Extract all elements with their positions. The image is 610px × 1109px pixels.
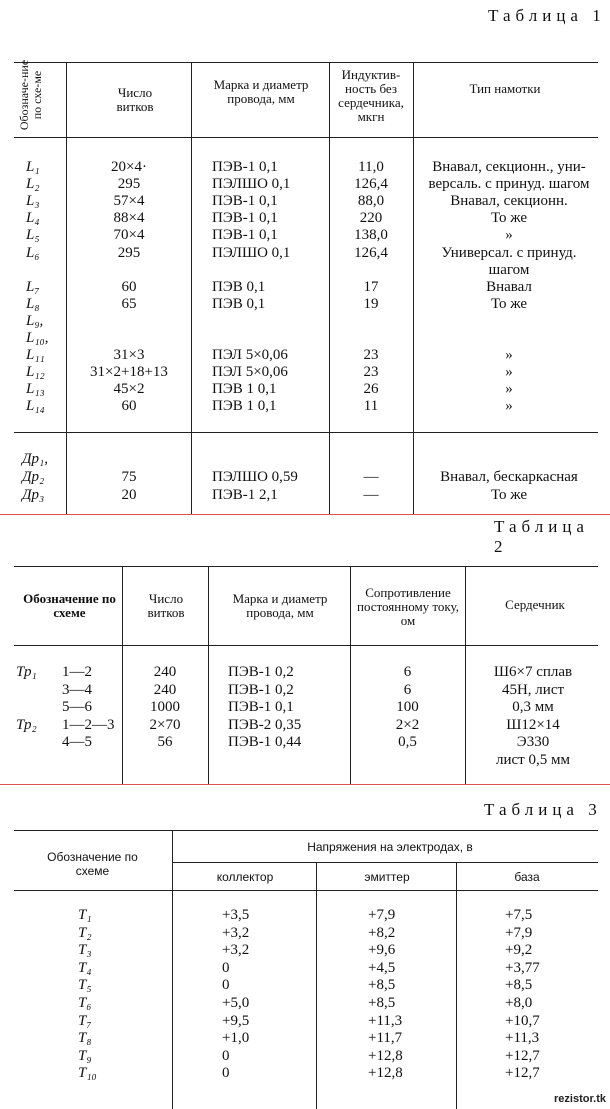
t3-row-designation: T₁: [78, 907, 92, 923]
t1-choke-inductance: —: [363, 487, 379, 503]
t2-row-designation: Тр₂: [16, 716, 37, 733]
t1-row-wire: ПЭВ 0,1: [212, 295, 266, 312]
t1-row-designation: L₁₀,: [26, 330, 49, 346]
t3-row-emitter: +12,8: [368, 1047, 403, 1064]
t3-col3: [456, 862, 457, 1109]
t1-row-winding: »: [505, 398, 513, 415]
t1-row-inductance: 88,0: [357, 193, 385, 210]
t2-row-wire: ПЭВ-2 0,35: [228, 716, 302, 733]
t3-row-base: +9,2: [505, 942, 533, 959]
t1-row-wire: ПЭЛ 5×0,06: [212, 347, 288, 364]
t2-row-pins: 1—2: [62, 664, 92, 680]
t2-header-core: Сердечник: [505, 597, 565, 612]
t3-row-base: +10,7: [505, 1012, 540, 1029]
t2-header-designation: Обозначение по схеме: [23, 591, 116, 620]
t3-row-emitter: +8,2: [368, 924, 396, 941]
t2-row-resistance: 2×2: [395, 716, 420, 733]
t1-choke-wire: ПЭЛШО 0,59: [212, 469, 298, 485]
t1-row-designation: L₅: [26, 227, 40, 244]
t1-row-inductance: 23: [363, 347, 379, 364]
t2-row-turns: 1000: [150, 699, 180, 715]
t2-row-core: лист 0,5 мм: [496, 751, 570, 768]
table2-title: Таблица 2: [494, 517, 589, 556]
t1-row-designation: L₁₂: [26, 364, 45, 381]
t3-row-emitter: +9,6: [368, 942, 396, 959]
t1-row-wire: ПЭЛШО 0,1: [212, 244, 291, 261]
t1-row-inductance: 126,4: [354, 244, 388, 261]
t3-row-collector: +3,5: [222, 907, 250, 923]
t1-header-rule: [14, 137, 598, 138]
t3-subheader-rule: [172, 862, 598, 863]
t3-row-designation: T₄: [78, 959, 92, 976]
t3-row-base: +8,0: [505, 995, 533, 1011]
t2-row-wire: ПЭВ-1 0,2: [228, 664, 294, 680]
t3-row-designation: T₅: [78, 977, 92, 994]
t2-col4: [465, 566, 466, 784]
t3-row-collector: +9,5: [222, 1012, 250, 1029]
t3-row-emitter: +8,5: [368, 995, 396, 1011]
t1-row-turns: 70×4: [113, 227, 145, 244]
t3-row-collector: +1,0: [222, 1030, 250, 1047]
t2-col1: [122, 566, 123, 784]
t1-col1: [66, 62, 67, 514]
t1-choke-inductance: —: [363, 469, 379, 485]
t1-top-rule: [14, 62, 598, 63]
t3-row-base: +12,7: [505, 1047, 540, 1064]
t1-row-inductance: 17: [363, 278, 379, 295]
t3-row-collector: 0: [222, 1065, 230, 1082]
t1-row-designation: L₈: [26, 295, 40, 312]
t1-row-wire: ПЭВ-1 0,1: [212, 193, 278, 210]
t1-row-turns: 45×2: [113, 381, 145, 398]
t1-row-inductance: 23: [363, 364, 379, 381]
t1-row-inductance: 26: [363, 381, 379, 398]
t1-row-winding: »: [505, 347, 513, 364]
t2-row-wire: ПЭВ-1 0,1: [228, 699, 294, 715]
t3-row-base: +8,5: [505, 977, 533, 994]
t3-header-voltage: Напряжения на электродах, в: [307, 840, 473, 854]
watermark: rezistor.tk: [554, 1093, 606, 1105]
t3-row-base: +11,3: [505, 1030, 540, 1047]
t1-header-inductance: Индуктив-ность без сердечника, мкгн: [338, 67, 404, 124]
t1-row-turns: 295: [117, 176, 141, 193]
t3-row-emitter: +12,8: [368, 1065, 403, 1082]
t1-row-inductance: 138,0: [354, 227, 388, 244]
t1-row-inductance: 220: [359, 210, 383, 227]
t1-row-turns: 295: [117, 244, 141, 261]
t3-row-designation: T₉: [78, 1047, 92, 1064]
t3-row-emitter: +8,5: [368, 977, 396, 994]
t3-top-rule: [14, 830, 598, 831]
t1-row-winding: То же: [490, 295, 528, 312]
t2-row-pins: 1—2—3: [62, 716, 115, 733]
t1-row-turns: 88×4: [113, 210, 145, 227]
t1-row-winding: »: [505, 364, 513, 381]
t1-row-inductance: 11,0: [358, 159, 384, 175]
t3-row-collector: 0: [222, 959, 230, 976]
t2-row-pins: 5—6: [62, 699, 92, 715]
t3-row-collector: +3,2: [222, 942, 250, 959]
t1-row-turns: 65: [121, 295, 137, 312]
t3-header-rule: [14, 890, 598, 891]
t1-row-turns: 20×4·: [111, 159, 147, 175]
t3-row-collector: +3,2: [222, 924, 250, 941]
t1-row-winding: Внавал, секционн., уни-: [432, 159, 586, 175]
t1-row-designation: L₇: [26, 278, 40, 295]
t1-row-turns: 31×3: [113, 347, 145, 364]
t1-header-wire-text: Марка и диаметр провода, мм: [213, 77, 309, 106]
t1-choke-turns: 75: [121, 469, 137, 485]
t1-row-wire: ПЭВ 1 0,1: [212, 398, 277, 415]
t1-row-winding: Универсал. с принуд.: [441, 244, 577, 261]
t2-header-wire: Марка и диаметр провода, мм: [232, 591, 328, 620]
t3-row-collector: +5,0: [222, 995, 250, 1011]
t3-header-base: база: [514, 870, 540, 884]
t3-col1: [172, 830, 173, 1109]
t3-row-designation: T₃: [78, 942, 92, 959]
t1-col4: [413, 62, 414, 514]
t1-header-turns: Число витков: [116, 85, 154, 114]
t2-header-resistance: Сопротивление постоянному току, ом: [356, 585, 460, 628]
t3-col2: [316, 862, 317, 1109]
t3-row-base: +7,9: [505, 924, 533, 941]
t2-row-pins: 4—5: [62, 734, 92, 750]
t2-row-wire: ПЭВ-1 0,2: [228, 681, 294, 698]
t1-choke-designation: Др₂: [22, 469, 45, 485]
t2-row-resistance: 6: [403, 664, 412, 680]
t1-row-designation: L₃: [26, 193, 40, 210]
t2-top-rule: [14, 566, 598, 567]
t2-row-core: 0,3 мм: [512, 699, 554, 715]
t1-row-inductance: 126,4: [354, 176, 388, 193]
red-divider-1: [0, 514, 610, 515]
t2-row-core: 45Н, лист: [501, 681, 565, 698]
t2-header-rule: [14, 645, 598, 646]
t3-row-base: +3,77: [505, 959, 540, 976]
t2-row-resistance: 0,5: [398, 734, 417, 750]
t3-row-base: +12,7: [505, 1065, 540, 1082]
t2-row-wire: ПЭВ-1 0,44: [228, 734, 302, 750]
t2-row-designation: Тр₁: [16, 664, 37, 680]
t1-row-wire: ПЭВ-1 0,1: [212, 159, 278, 175]
t1-group-rule: [14, 432, 598, 433]
t3-row-designation: T₁₀: [78, 1065, 97, 1082]
t1-row-designation: L₆: [26, 244, 40, 261]
t2-row-turns: 56: [157, 734, 173, 750]
table1-title: Таблица 1: [488, 6, 606, 25]
t1-row-inductance: 11: [363, 398, 379, 415]
t1-row-inductance: 19: [363, 295, 379, 312]
t2-row-turns: 2×70: [149, 716, 181, 733]
t1-row-wire: ПЭВ-1 0,1: [212, 210, 278, 227]
t3-row-designation: T₆: [78, 995, 92, 1011]
t2-row-core: Ш6×7 сплав: [493, 664, 573, 680]
t2-row-core: Э330: [516, 734, 550, 750]
t1-choke-wire: ПЭВ-1 2,1: [212, 487, 278, 503]
t3-row-designation: T₂: [78, 924, 92, 941]
t2-row-pins: 3—4: [62, 681, 92, 698]
table3-title: Таблица 3: [484, 800, 602, 819]
t1-row-turns: 60: [121, 278, 137, 295]
t1-choke-designation: Др₁,: [22, 451, 49, 467]
t1-row-designation: L₉,: [26, 312, 44, 329]
t3-row-designation: T₈: [78, 1030, 92, 1047]
t3-row-emitter: +11,7: [368, 1030, 403, 1047]
t1-choke-winding: То же: [490, 487, 528, 503]
t3-row-emitter: +7,9: [368, 907, 396, 923]
t1-row-designation: L₁₁: [26, 347, 45, 364]
t1-choke-winding: Внавал, бескаркасная: [440, 469, 578, 485]
red-divider-2: [0, 784, 610, 785]
t2-row-turns: 240: [153, 664, 177, 680]
t3-header-designation: Обозначение по схеме: [47, 850, 138, 878]
t1-row-wire: ПЭЛШО 0,1: [212, 176, 291, 193]
t3-row-emitter: +4,5: [368, 959, 396, 976]
t1-row-winding: »: [505, 227, 513, 244]
t1-row-winding: шагом: [488, 261, 530, 278]
t1-row-designation: L₂: [26, 176, 40, 193]
t3-row-collector: 0: [222, 1047, 230, 1064]
t1-row-winding: Внавал, секционн.: [450, 193, 568, 210]
t2-header-turns: Число витков: [147, 591, 185, 620]
t2-col2: [208, 566, 209, 784]
t1-header-winding: Тип намотки: [469, 81, 541, 96]
t2-row-turns: 240: [153, 681, 177, 698]
t3-row-base: +7,5: [505, 907, 533, 923]
t3-header-emitter: эмиттер: [364, 870, 410, 884]
t1-row-wire: ПЭЛ 5×0,06: [212, 364, 288, 381]
t3-row-emitter: +11,3: [368, 1012, 403, 1029]
t1-header-wire: [196, 78, 326, 106]
t1-row-designation: L₁₃: [26, 381, 45, 398]
t1-row-winding: версаль. с принуд. шагом: [428, 176, 590, 193]
t1-col3: [329, 62, 330, 514]
t1-row-designation: L₁₄: [26, 398, 45, 415]
t1-choke-designation: Др₃: [22, 487, 45, 503]
t1-row-turns: 60: [121, 398, 137, 415]
t1-col2: [191, 62, 192, 514]
t1-row-winding: То же: [490, 210, 528, 227]
t1-choke-turns: 20: [121, 487, 137, 503]
t3-header-collector: коллектор: [216, 870, 274, 884]
t1-row-winding: Внавал: [486, 278, 532, 295]
t1-row-wire: ПЭВ-1 0,1: [212, 227, 278, 244]
t1-row-turns: 57×4: [113, 193, 145, 210]
t1-row-designation: L₄: [26, 210, 40, 227]
t2-row-resistance: 6: [403, 681, 412, 698]
t1-row-winding: »: [505, 381, 513, 398]
t1-row-wire: ПЭВ 1 0,1: [212, 381, 277, 398]
t2-col3: [350, 566, 351, 784]
t1-row-turns: 31×2+18+13: [90, 364, 168, 381]
t3-row-designation: T₇: [78, 1012, 92, 1029]
t1-row-wire: ПЭВ 0,1: [212, 278, 266, 295]
t3-row-collector: 0: [222, 977, 230, 994]
t1-row-designation: L₁: [26, 159, 40, 175]
t2-row-core: Ш12×14: [506, 716, 560, 733]
t2-row-resistance: 100: [396, 699, 419, 715]
t1-header-designation: Обозначе-ние по схе-ме: [17, 59, 44, 131]
